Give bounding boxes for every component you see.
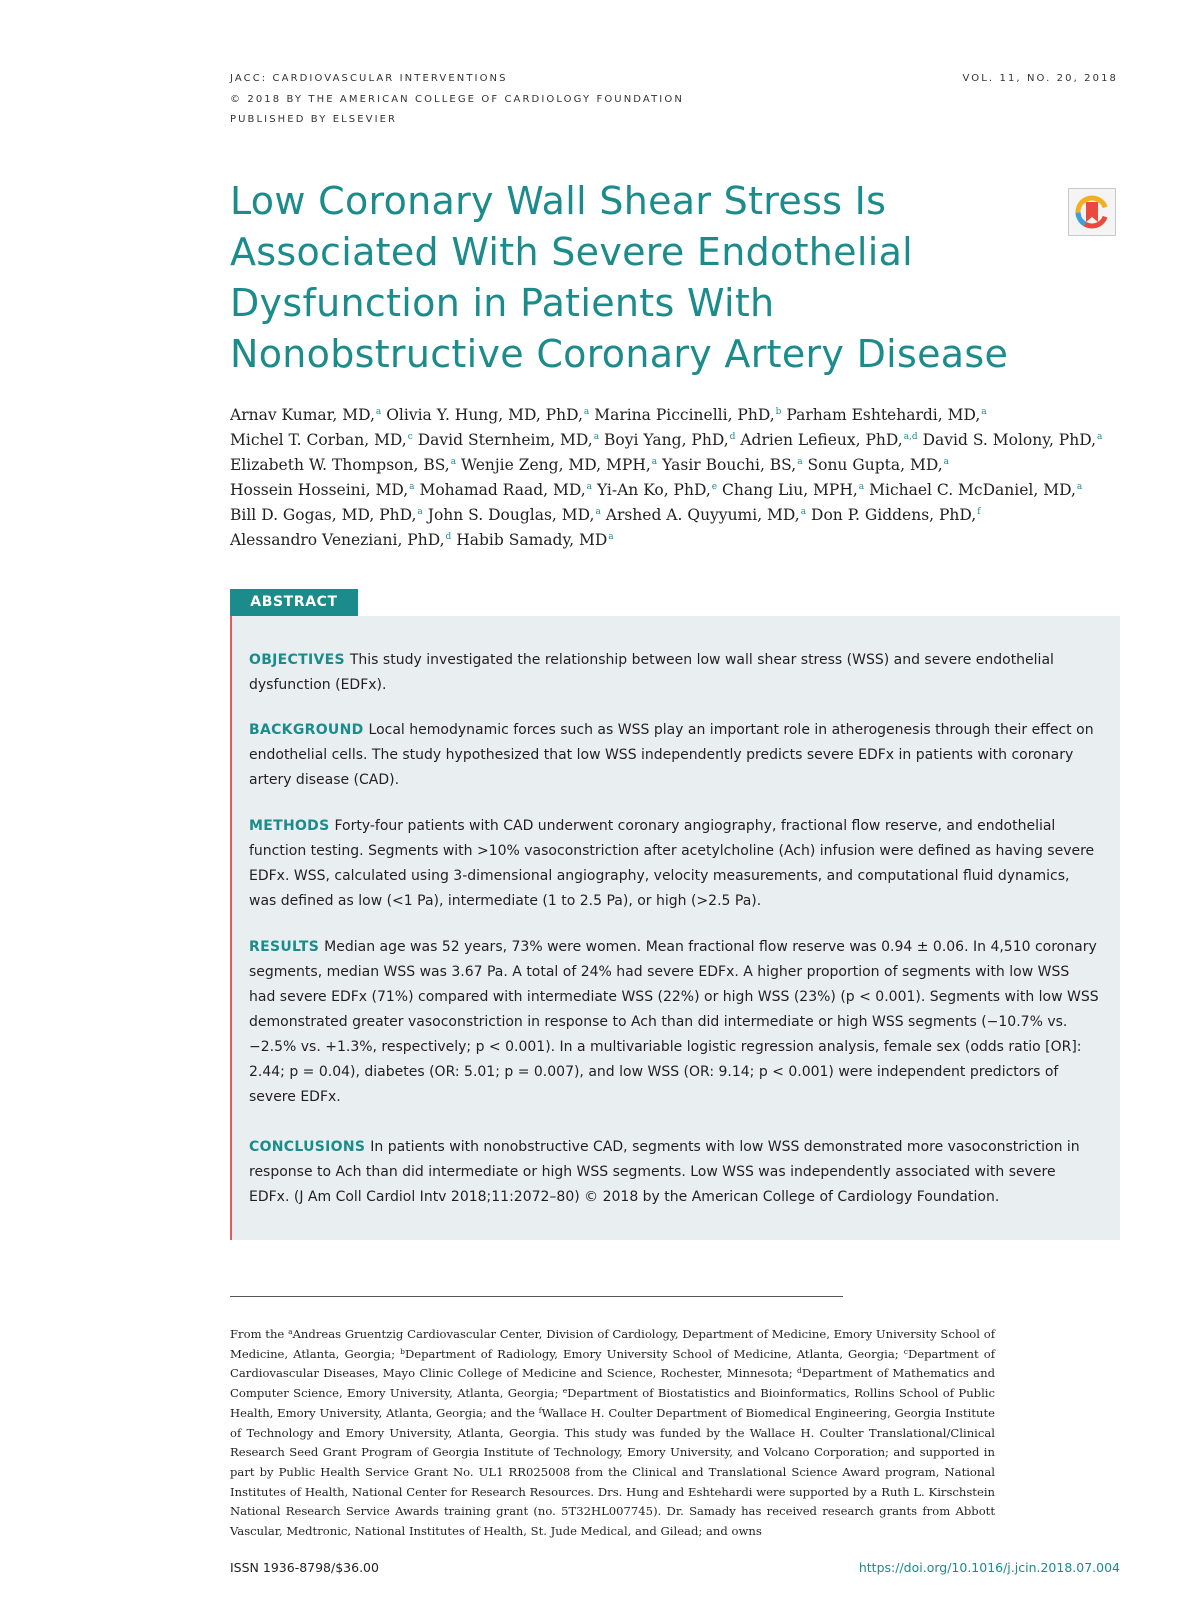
author [597,481,717,499]
author [786,406,986,424]
abstract-methods [249,814,1099,914]
author-affiliation-mark: a [586,482,593,492]
doi-link[interactable]: https://doi.org/10.1016/j.jcin.2018.07.004 [858,1560,1120,1575]
author-affiliation-mark: a [651,457,658,467]
author-name: Yasir Bouchi, BS, [662,456,797,474]
author [230,481,415,499]
author-affiliation-mark: a [595,507,601,517]
author-name: Sonu Gupta, MD, [807,456,943,474]
author-affiliation-mark: a [375,407,382,417]
author-affiliation-mark: a [417,507,423,517]
conclusions-text: In patients with nonobstructive CAD, segments with low WSS demonstrated more vasoconstriction in response to Ach than did intermediate or high WSS segments. Low WSS was independently associated with severe EDFx. (J Am Coll Cardiol Intv 2018;11:2072–80) © 2018 by the American College of Cardiology Foundation. [249,1139,1080,1205]
author [923,431,1103,449]
abstract-objectives [249,648,1099,698]
author-name: Mohamad Raad, MD, [419,481,586,499]
author-name: Elizabeth W. Thompson, BS, [230,456,450,474]
affiliation-text: Department of Biostatistics and Bioinformatics, Rollins School of Public Health, Emory University, Atlanta, Georgia; and the [230,1386,995,1420]
results-text: Median age was 52 years, 73% were women. Mean fractional flow reserve was 0.94 ± 0.06. In 4,510 coronary segments, median WSS was 3.67 Pa. A total of 24% had severe EDFx. A higher proportion of segments with low WSS had severe EDFx (71%) compared with intermediate WSS (22%) or high WSS (23%) (p < 0.001). Segments with low WSS demonstrated greater vasoconstriction in response to Ach than did intermediate or high WSS segments (−10.7% vs. −2.5% vs. +1.3%, respectively; p < 0.001). In a multivariable logistic regression analysis, female sex (odds ratio [OR]: 2.44; p = 0.04), diabetes (OR: 5.01; p = 0.007), and low WSS (OR: 9.14; p < 0.001) were independent predictors of severe EDFx. [249,939,1099,1105]
article-title: Low Coronary Wall Shear Stress Is Associated With Severe Endothelial Dysfunction in Patients With Nonobstructive Coronary Artery Disease [230,179,1009,376]
abstract-label: ABSTRACT [230,589,358,616]
affiliation-text: Wallace H. Coulter Department of Biomedical Engineering, Georgia Institute of Technology and Emory University, Atlanta, Georgia. This study was funded by the Wallace H. Coulter Translational/Clinical Research Seed Grant Program of Georgia Institute of Technology, Emory University, and Volcano Corporation; and supported in part by Public Health Service Grant No. UL1 RR025008 from the Clinical and Translational Science Award program, National Institutes of Health, National Center for Research Resources. Drs. Hung and Eshtehardi were supported by a Ruth L. Kirschstein National Research Service Awards training grant (no. 5T32HL007745). Dr. Samady has received research grants from Abbott Vascular, Medtronic, National Institutes of Health, St. Jude Medical, and Gilead; and owns [230,1405,995,1539]
affiliation-mark: b [400,1346,405,1356]
author-affiliation-mark: a [1097,432,1103,442]
footnote-from: From the [230,1327,285,1341]
affiliation-mark: e [562,1386,568,1396]
affiliation-mark: c [903,1346,908,1356]
author-affiliation-mark: d [445,532,452,542]
footnote-divider [230,1296,843,1297]
author [869,481,1082,499]
background-heading: BACKGROUND [249,722,364,738]
author [740,431,917,449]
author-affiliation-mark: a [800,507,807,517]
methods-text: Forty-four patients with CAD underwent coronary angiography, fractional flow reserve, and endothelial function testing. Segments with >10% vasoconstriction after acetylcholine (Ach) infusion were defined as having severe EDFx. WSS, calculated using 3-dimensional angiography, velocity measurements, and computational fluid dynamics, was defined as low (<1 Pa), intermediate (1 to 2.5 Pa), or high (>2.5 Pa). [249,818,1095,909]
author-affiliation-mark: a,d [903,432,918,442]
affiliation-mark: a [288,1327,293,1336]
crossmark-button[interactable] [1068,188,1116,236]
author-name: Olivia Y. Hung, MD, PhD, [386,406,583,424]
author-name: Yi-An Ko, PhD, [596,481,711,499]
author-name: David S. Molony, PhD, [922,431,1097,449]
author-name: David Sternheim, MD, [417,431,593,449]
author [662,456,802,474]
author-name: Alessandro Veneziani, PhD, [230,531,445,549]
crossmark-icon [1069,189,1115,235]
author [722,481,864,499]
conclusions-heading: CONCLUSIONS [249,1139,366,1155]
objectives-heading: OBJECTIVES [249,652,345,668]
author [230,506,423,524]
author-affiliation-mark: b [775,407,782,417]
author-name: Chang Liu, MPH, [722,481,858,499]
author-name: Arnav Kumar, MD, [230,406,375,424]
author-name: John S. Douglas, MD, [427,506,595,524]
author-name: Arshed A. Quyyumi, MD, [605,506,800,524]
author-affiliation-mark: a [593,432,600,442]
affiliation-text: Department of Radiology, Emory University School of Medicine, Atlanta, Georgia; [404,1346,904,1361]
author-name: Marina Piccinelli, PhD, [594,406,775,424]
abstract-conclusions [249,1135,1099,1210]
author [456,531,613,549]
author-name: Michel T. Corban, MD, [230,431,407,449]
author-name: Parham Eshtehardi, MD, [786,406,981,424]
author [418,431,599,449]
affiliation-text: Department of Cardiovascular Diseases, Mayo Clinic College of Medicine and Science, Rochester, Minnesota; [230,1346,995,1381]
author [811,506,981,524]
objectives-text: This study investigated the relationship between low wall shear stress (WSS) and severe endothelial dysfunction (EDFx). [249,652,1054,693]
author-name: Wenjie Zeng, MD, MPH, [461,456,651,474]
volume-info: VOL. 11, NO. 20, 2018 [962,73,1118,84]
author-affiliation-mark: a [1076,482,1083,492]
author [461,456,657,474]
author-affiliation-mark: a [797,457,803,467]
author-name: Habib Samady, MD [456,531,608,549]
author-affiliation-mark: c [407,432,413,442]
copyright-line: © 2018 BY THE AMERICAN COLLEGE OF CARDIOLOGY FOUNDATION [230,94,684,105]
author-name: Bill D. Gogas, MD, PhD, [230,506,417,524]
author [230,531,451,549]
author-name: Michael C. McDaniel, MD, [869,481,1076,499]
author [419,481,592,499]
journal-name: JACC: CARDIOVASCULAR INTERVENTIONS [230,73,508,84]
publisher-line: PUBLISHED BY ELSEVIER [230,114,398,125]
affiliation-text: Andreas Gruentzig Cardiovascular Center, Division of Cardiology, Department of Medicine, Emory University School of Medicine, Atlanta, Georgia; [230,1327,996,1361]
affiliation-text: Department of Mathematics and Computer Science, Emory University, Atlanta, Georgia; [230,1366,995,1401]
author-list [230,403,1130,553]
author-affiliation-mark: e [711,482,718,492]
author [808,456,950,474]
author [230,456,456,474]
author-name: Hossein Hosseini, MD, [230,481,409,499]
author-name: Don P. Giddens, PhD, [811,506,977,524]
background-text: Local hemodynamic forces such as WSS play an important role in atherogenesis through their effect on endothelial cells. The study hypothesized that low WSS independently predicts severe EDFx in patients with coronary artery disease (CAD). [249,722,1094,788]
author [230,431,413,449]
author [386,406,589,424]
author-affiliation-mark: d [729,432,736,442]
author [428,506,601,524]
author-affiliation-mark: a [409,482,415,492]
author-name: Adrien Lefieux, PhD, [740,431,903,449]
affiliation-mark: f [538,1405,542,1415]
author-affiliation-mark: a [858,482,865,492]
author-affiliation-mark: a [608,532,614,542]
abstract-results [249,935,1099,1110]
author-affiliation-mark: a [981,407,987,417]
author-affiliation-mark: a [943,457,950,467]
author [594,406,781,424]
issn-price: ISSN 1936-8798/$36.00 [230,1560,379,1575]
affiliations-footnote [230,1325,995,1542]
author [230,406,381,424]
author-affiliation-mark: a [450,457,457,467]
author [604,431,735,449]
author-affiliation-mark: f [977,507,981,517]
affiliation-mark: d [797,1366,802,1376]
abstract-background [249,718,1099,793]
author-name: Boyi Yang, PhD, [604,431,729,449]
methods-heading: METHODS [249,818,330,834]
author [606,506,806,524]
results-heading: RESULTS [249,939,320,955]
author-affiliation-mark: a [583,407,590,417]
